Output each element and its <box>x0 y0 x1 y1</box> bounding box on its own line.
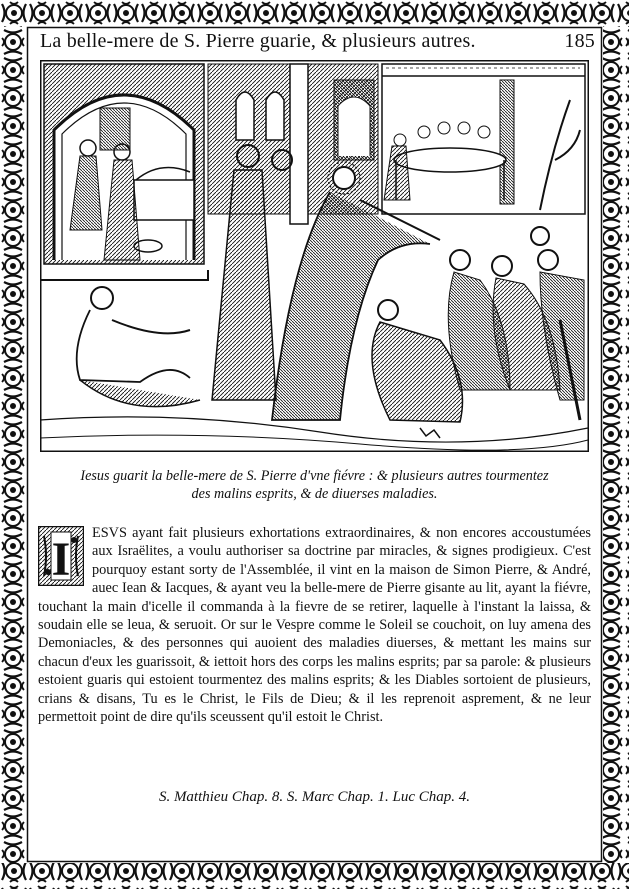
caption-line-2: des malins esprits, & de diuerses maladies. <box>191 486 438 502</box>
caption-line-1: Iesus guarit la belle-mere de S. Pierre d'vne fiévre : & plusieurs autres tourmentez <box>80 468 549 484</box>
scripture-reference: S. Matthieu Chap. 8. S. Marc Chap. 1. Luc Chap. 4. <box>158 789 471 805</box>
running-title: La belle-mere de S. Pierre guarie, & plusieurs autres. <box>40 30 476 52</box>
woodcut-illustration <box>40 60 589 452</box>
page-number: 185 <box>564 30 595 52</box>
body-paragraph <box>38 524 591 726</box>
initial-letter: I <box>51 533 71 586</box>
running-header <box>40 30 595 56</box>
body-text: ESVS ayant fait plusieurs exhortations extraordinaires, & non encores accoustumées aux Israëlites, a voulu authoriser sa doctrine par miracles, & signes prodigieux. C'est pourquoy estant sorty de l'Assemblée, il vint en la maison de Simon Pierre, & André, auec Iean & Iacques, & ayant veu la belle-mere de Pierre gisante au lit, ayant la fiévre, touchant la main d'icelle il commanda à la fievre de se retirer, laquelle à l'instant la laissa, & soudain elle se leua, & seruoit. Or sur le Vespre comme le Soleil se couchoit, on luy amena des Demoniacles, & des personnes qui auoient des maladies diuerses, & mettant les mains sur chacun d'eux les guarissoit, & iettoit hors des corps les malins esprits; par sa parole: & plusieurs estoient guaris qui estoient tourmentez des malins esprits; & les Diables sortoient de plusieurs, crians & disans, Tu es le Christ, le Fils de Dieu; & il les reprenoit asprement, & ne leur permettoit point de dire qu'ils sceussent qu'il estoit le Christ. <box>38 525 591 726</box>
illustration-caption <box>44 467 585 503</box>
ornamental-initial-icon <box>38 526 84 586</box>
